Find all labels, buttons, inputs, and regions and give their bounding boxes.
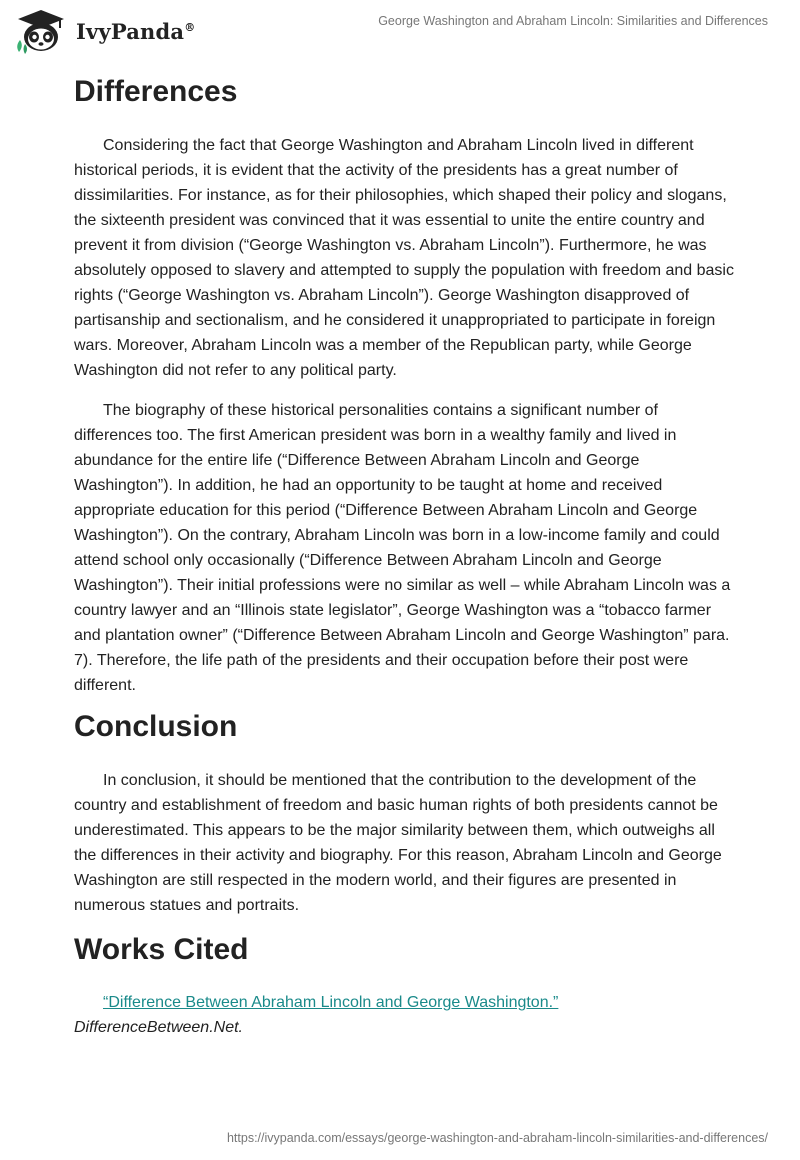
- citation-link[interactable]: “Difference Between Abraham Lincoln and George Washington.”: [103, 994, 559, 1011]
- conclusion-heading: Conclusion: [74, 710, 238, 743]
- essay-content: [74, 70, 734, 1040]
- works-cited-heading: Works Cited: [74, 933, 249, 966]
- ivypanda-logo[interactable]: [14, 8, 195, 54]
- document-title: George Washington and Abraham Lincoln: Similarities and Differences: [378, 14, 768, 28]
- works-cited-entry: [74, 990, 734, 1040]
- page-header: [0, 0, 800, 60]
- differences-paragraph-1: Considering the fact that George Washington and Abraham Lincoln lived in different historical periods, it is evident that the activity of the presidents has a great number of dissimilarities. For instance, as for their philosophies, which shaped their policy and slogans, the sixteenth president was convinced that it was essential to unite the entire country and prevent it from division (“George Washington vs. Abraham Lincoln”). Furthermore, he was absolutely opposed to slavery and attempted to supply the population with freedom and basic rights (“George Washington vs. Abraham Lincoln”). George Washington disapproved of partisanship and sectionalism, and he considered it unappropriated to participate in foreign wars. Moreover, Abraham Lincoln was a member of the Republican party, while George Washington did not refer to any political party.: [74, 137, 734, 379]
- footer-url: https://ivypanda.com/essays/george-washington-and-abraham-lincoln-similarities-and-differences/: [226, 1131, 768, 1145]
- citation-source: DifferenceBetween.Net.: [74, 1019, 243, 1036]
- panda-logo-icon: [14, 8, 68, 54]
- differences-paragraph-2: The biography of these historical personalities contains a significant number of differences too. The first American president was born in a wealthy family and lived in abundance for the entire life (“Difference Between Abraham Lincoln and George Washington”). In addition, he had an opportunity to be taught at home and received appropriate education for this period (“Difference Between Abraham Lincoln and George Washington”). On the contrary, Abraham Lincoln was born in a low-income family and could attend school only occasionally (“Difference Between Abraham Lincoln and George Washington”). Their initial professions were no similar as well – while Abraham Lincoln was a country lawyer and an “Illinois state legislator”, George Washington was a “tobacco farmer and plantation owner” (“Difference Between Abraham Lincoln and George Washington” para. 7). Therefore, the life path of the presidents and their occupation before their post were different.: [74, 402, 731, 694]
- brand-name: IvyPanda®: [76, 18, 196, 44]
- differences-heading: Differences: [74, 75, 238, 108]
- conclusion-paragraph: In conclusion, it should be mentioned that the contribution to the development of the country and establishment of freedom and basic human rights of both presidents cannot be underestimated. This appears to be the major similarity between them, which outweighs all the differences in their activity and biography. For this reason, Abraham Lincoln and George Washington are still respected in the modern world, and their figures are presented in numerous statues and portraits.: [74, 772, 722, 914]
